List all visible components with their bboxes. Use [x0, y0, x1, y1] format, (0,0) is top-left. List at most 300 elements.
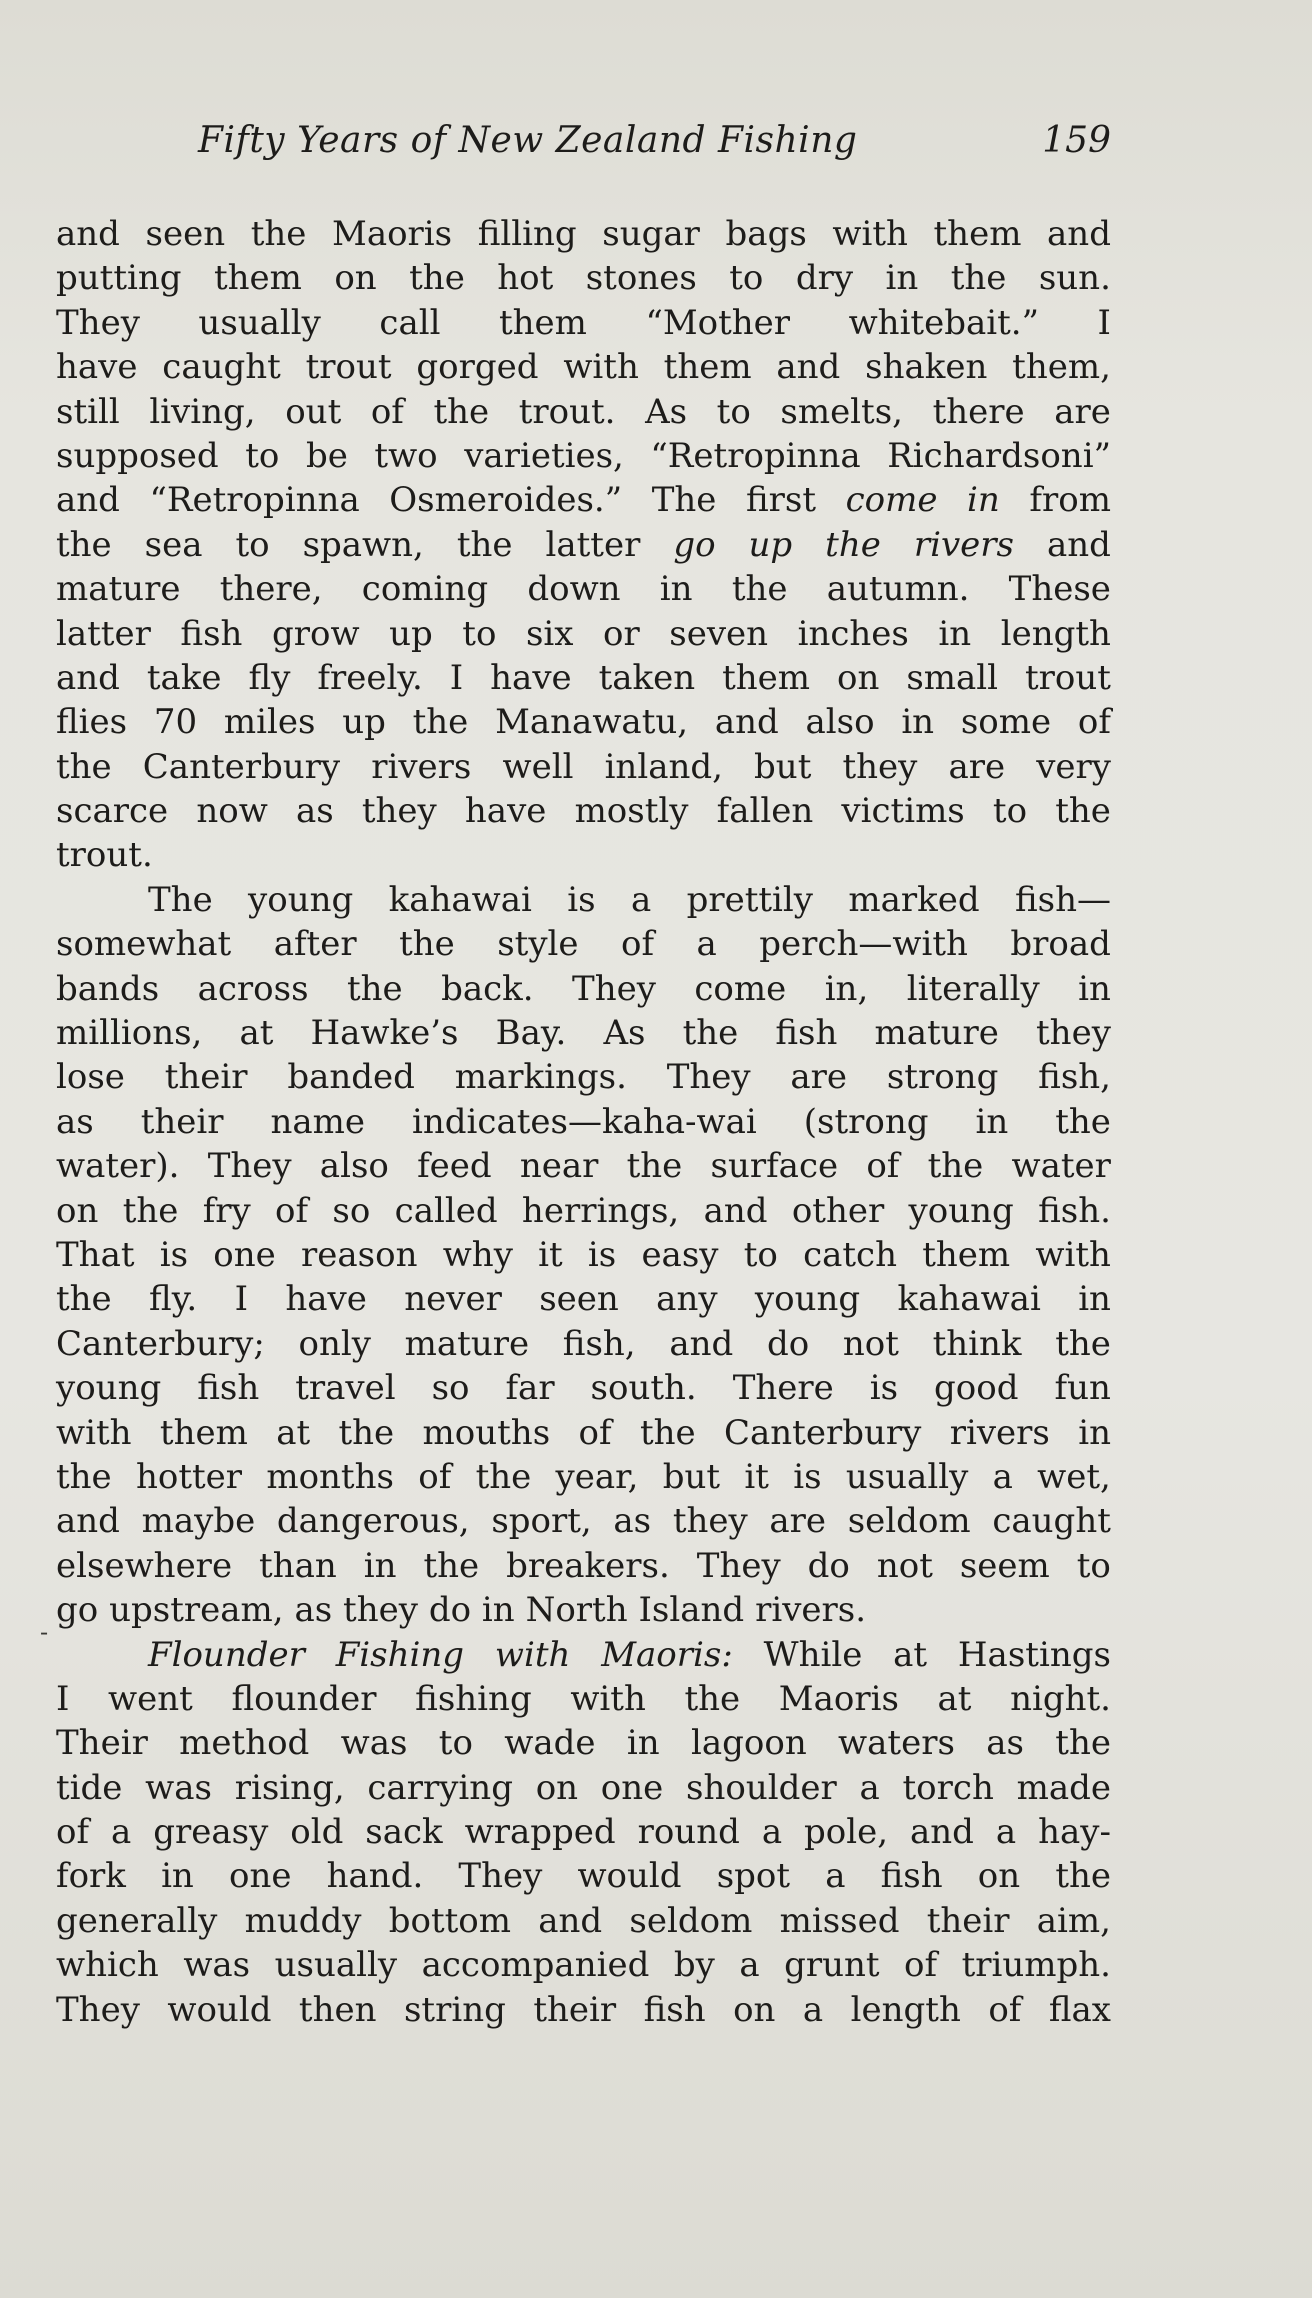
text-line: [56, 1721, 1111, 1765]
word: caught: [162, 347, 281, 388]
text-line: [56, 1189, 1111, 1233]
word: “Retropinna: [149, 480, 360, 521]
word: bottom: [388, 1900, 512, 1941]
word: mostly: [574, 791, 689, 832]
word: a: [739, 1945, 760, 1986]
word: dangerous,: [276, 1501, 470, 1542]
word: prettily: [686, 879, 813, 920]
word: still: [56, 391, 120, 432]
word: seven: [669, 613, 769, 654]
word: across: [197, 968, 309, 1009]
word: the: [412, 702, 469, 743]
word: their: [926, 1900, 1010, 1941]
word: They: [666, 1057, 751, 1098]
word: length: [850, 1989, 961, 2030]
word: is: [793, 1456, 822, 1497]
word: and: [1046, 524, 1111, 565]
word: it: [744, 1456, 769, 1497]
word: Maoris:: [601, 1634, 733, 1675]
word: Canterbury: [142, 746, 341, 787]
word: on: [733, 1989, 776, 2030]
word: latter: [545, 524, 641, 565]
word: by: [673, 1945, 715, 1986]
word: well: [502, 746, 574, 787]
word: the: [409, 258, 465, 299]
text-line: [56, 967, 1111, 1011]
word: at: [276, 1412, 311, 1453]
word: 70: [153, 702, 198, 743]
word: mature: [56, 569, 181, 610]
word: them: [213, 258, 302, 299]
word: would: [577, 1856, 682, 1897]
word: the: [1055, 1723, 1111, 1764]
word: a: [992, 1456, 1013, 1497]
word: them: [499, 302, 587, 343]
word: These: [1008, 569, 1111, 610]
word: aim,: [1036, 1900, 1111, 1941]
word: missed: [779, 1900, 900, 1941]
word: the: [825, 524, 881, 565]
word: the: [1055, 1323, 1111, 1364]
word: and: [703, 1190, 768, 1231]
word: down: [527, 569, 621, 610]
word: as: [295, 791, 334, 832]
word: fish: [775, 1013, 838, 1054]
word: rivers: [949, 1412, 1050, 1453]
word: and: [669, 1323, 734, 1364]
word: go: [673, 524, 716, 565]
word: kahawai: [897, 1279, 1041, 1320]
word: good: [934, 1368, 1019, 1409]
word: in: [1078, 1279, 1111, 1320]
word: rivers: [913, 524, 1014, 565]
word: as: [56, 1101, 94, 1142]
word: in: [1078, 968, 1111, 1009]
word: Fishing: [335, 1634, 465, 1675]
word: call: [379, 302, 441, 343]
word: coming: [361, 569, 489, 610]
word: young: [754, 1279, 861, 1320]
word: style: [497, 924, 579, 965]
word: sea: [144, 524, 203, 565]
word: on: [977, 1856, 1021, 1897]
word: hay-: [1038, 1812, 1111, 1853]
word: in: [363, 1545, 397, 1586]
word: filling: [477, 214, 577, 254]
word: the: [423, 1545, 480, 1586]
word: rivers.: [755, 1590, 867, 1631]
word: water).: [56, 1146, 180, 1187]
text-line: [56, 1100, 1111, 1144]
word: I: [234, 1279, 249, 1320]
word: Maoris: [332, 214, 453, 254]
word: and: [56, 480, 120, 521]
page-number: 159: [1042, 120, 1111, 161]
word: the: [346, 968, 403, 1009]
word: small: [906, 657, 999, 698]
word: As: [603, 1013, 646, 1054]
text-line: [56, 478, 1111, 522]
word: as: [294, 1590, 333, 1631]
word: in: [975, 1101, 1009, 1142]
word: night.: [1010, 1678, 1111, 1719]
word: seldom: [847, 1501, 971, 1542]
word: of: [370, 391, 404, 432]
word: to: [729, 258, 764, 299]
word: after: [273, 924, 357, 965]
text-line: [56, 434, 1111, 478]
word: them: [159, 1412, 248, 1453]
word: I: [449, 657, 464, 698]
word: or: [602, 613, 640, 654]
word: wet,: [1037, 1456, 1111, 1497]
word: maybe: [141, 1501, 256, 1542]
word: carrying: [367, 1767, 513, 1808]
word: muddy: [244, 1900, 362, 1941]
word: in: [967, 480, 1000, 521]
word: there: [932, 391, 1025, 432]
word: but: [662, 1456, 721, 1497]
word: smelts,: [780, 391, 903, 432]
word: That: [56, 1234, 135, 1275]
word: accompanied: [421, 1945, 650, 1986]
word: spot: [716, 1856, 791, 1897]
text-line: [56, 301, 1111, 345]
word: than: [259, 1545, 337, 1586]
word: the: [950, 258, 1007, 299]
word: Canterbury: [723, 1412, 922, 1453]
word: seldom: [629, 1900, 753, 1941]
word: them: [933, 214, 1022, 254]
word: seen: [145, 214, 226, 254]
text-line: [56, 1988, 1111, 2032]
text-line: [56, 1899, 1111, 1943]
word: shaken: [865, 347, 988, 388]
word: it: [538, 1234, 563, 1275]
word: flax: [1048, 1989, 1111, 2030]
word: putting: [56, 258, 182, 299]
word: string: [403, 1989, 506, 2030]
word: is: [587, 1234, 617, 1275]
word: very: [1036, 746, 1111, 787]
word: on: [334, 258, 377, 299]
word: waters: [838, 1723, 955, 1764]
word: fork: [56, 1856, 126, 1897]
word: of: [621, 924, 655, 965]
word: supposed: [56, 435, 219, 476]
text-line: [56, 345, 1111, 389]
word: sack: [365, 1812, 443, 1853]
word: them: [922, 1234, 1011, 1275]
word: shoulder: [686, 1767, 837, 1808]
word: with: [494, 1634, 571, 1675]
word: was: [183, 1945, 251, 1986]
word: year,: [555, 1456, 639, 1497]
word: have: [285, 1279, 367, 1320]
word: broad: [1010, 924, 1111, 965]
word: bands: [56, 968, 160, 1009]
word: the: [475, 1456, 532, 1497]
word: sugar: [602, 214, 700, 254]
word: come: [845, 480, 938, 521]
word: They: [56, 302, 140, 343]
word: their: [533, 1989, 617, 2030]
word: the: [1055, 1101, 1111, 1142]
word: with: [563, 347, 639, 388]
word: months: [266, 1456, 394, 1497]
word: fish: [197, 1368, 260, 1409]
word: literally: [906, 968, 1040, 1009]
word: fry: [202, 1190, 251, 1231]
text-line: [56, 1055, 1111, 1099]
word: There: [732, 1368, 834, 1409]
word: of: [1077, 702, 1111, 743]
word: the: [250, 214, 307, 254]
word: perch—with: [759, 924, 968, 965]
margin-mark: ‐: [40, 1618, 49, 1646]
word: gorged: [416, 347, 539, 388]
word: fishing: [415, 1678, 532, 1719]
word: to: [438, 1723, 473, 1764]
word: the: [56, 1279, 112, 1320]
word: inland,: [604, 746, 723, 787]
word: fallen: [716, 791, 814, 832]
word: and: [1047, 214, 1111, 254]
word: Manawatu,: [495, 702, 689, 743]
word: marked: [848, 879, 980, 920]
word: hot: [497, 258, 554, 299]
text-line: [56, 1411, 1111, 1455]
word: herrings,: [521, 1190, 680, 1231]
word: Hawke’s: [310, 1013, 459, 1054]
word: trout: [305, 347, 392, 388]
word: Island: [638, 1590, 745, 1631]
word: surface: [710, 1146, 839, 1187]
word: are: [790, 1057, 848, 1098]
word: usually: [274, 1945, 398, 1986]
word: sport,: [491, 1501, 592, 1542]
word: think: [932, 1323, 1022, 1364]
word: method: [179, 1723, 310, 1764]
word: on: [837, 657, 880, 698]
word: any: [656, 1279, 718, 1320]
word: out: [285, 391, 342, 432]
word: they: [672, 1501, 748, 1542]
word: so: [332, 1190, 371, 1231]
word: round: [637, 1812, 740, 1853]
word: in: [481, 1590, 515, 1631]
word: the: [927, 1146, 984, 1187]
word: Hastings: [957, 1634, 1111, 1675]
word: flounder: [231, 1678, 377, 1719]
word: length: [1000, 613, 1111, 654]
word: as: [613, 1501, 652, 1542]
word: of: [275, 1190, 309, 1231]
word: a: [995, 1812, 1017, 1853]
word: usually: [845, 1456, 969, 1497]
word: the: [639, 1412, 696, 1453]
text-line: [56, 1854, 1111, 1898]
word: have: [56, 347, 138, 388]
word: one: [600, 1767, 664, 1808]
word: and: [538, 1900, 603, 1941]
word: on: [56, 1190, 99, 1231]
word: south.: [590, 1368, 697, 1409]
text-line: [56, 212, 1111, 256]
word: scarce: [56, 791, 169, 832]
word: freely.: [317, 657, 423, 698]
word: mouths: [422, 1412, 551, 1453]
word: which: [56, 1945, 159, 1986]
word: Their: [56, 1723, 148, 1764]
word: are: [948, 746, 1006, 787]
word: do: [766, 1323, 810, 1364]
word: latter: [56, 613, 151, 654]
word: banded: [287, 1057, 415, 1098]
word: fish: [643, 1989, 706, 2030]
word: fish,: [1038, 1057, 1111, 1098]
word: come: [694, 968, 787, 1009]
word: fish—: [1014, 879, 1111, 920]
word: with: [570, 1678, 646, 1719]
word: fish: [880, 1856, 943, 1897]
word: catch: [803, 1234, 897, 1275]
word: Osmeroides.”: [389, 480, 623, 521]
word: seem: [959, 1545, 1050, 1586]
word: in: [1078, 1412, 1111, 1453]
word: miles: [223, 702, 316, 743]
word: fish.: [1038, 1190, 1111, 1231]
word: autumn.: [826, 569, 970, 610]
word: only: [298, 1323, 371, 1364]
word: at: [893, 1634, 928, 1675]
text-line: [56, 1499, 1111, 1543]
word: easy: [641, 1234, 719, 1275]
word: usually: [198, 302, 321, 343]
word: They: [56, 1989, 140, 2030]
word: mature: [404, 1323, 530, 1364]
word: do: [428, 1590, 472, 1631]
word: are: [769, 1501, 827, 1542]
text-line: [56, 256, 1111, 300]
running-title: Fifty Years of New Zealand Fishing: [198, 120, 858, 161]
word: the: [56, 524, 112, 565]
word: the: [1055, 791, 1111, 832]
word: is: [869, 1368, 899, 1409]
word: the: [1055, 1856, 1111, 1897]
word: far: [505, 1368, 555, 1409]
word: not: [876, 1545, 933, 1586]
word: in: [659, 569, 693, 610]
word: greasy: [153, 1812, 269, 1853]
word: called: [394, 1190, 498, 1231]
word: near: [519, 1146, 599, 1187]
word: made: [1016, 1767, 1111, 1808]
word: Richardsoni”: [887, 435, 1111, 476]
word: living,: [149, 391, 256, 432]
word: first: [745, 480, 817, 521]
word: other: [791, 1190, 885, 1231]
text-line: [56, 1810, 1111, 1854]
word: victims: [841, 791, 965, 832]
text-line: [56, 922, 1111, 966]
word: rivers: [371, 746, 472, 787]
word: grunt: [784, 1945, 880, 1986]
word: in: [626, 1723, 660, 1764]
word: whitebait.”: [848, 302, 1039, 343]
word: hotter: [135, 1456, 243, 1497]
word: young: [248, 879, 354, 920]
word: at: [239, 1013, 274, 1054]
word: indicates—kaha-wai: [412, 1101, 757, 1142]
word: flies: [56, 702, 128, 743]
word: be: [305, 435, 348, 476]
word: there,: [219, 569, 323, 610]
word: have: [490, 657, 572, 698]
word: fish,: [562, 1323, 636, 1364]
word: go: [56, 1590, 99, 1631]
word: in: [901, 702, 935, 743]
word: kahawai: [388, 879, 532, 920]
word: markings.: [454, 1057, 627, 1098]
text-line: [56, 1943, 1111, 1987]
text-line: [56, 745, 1111, 789]
word: hand.: [326, 1856, 424, 1897]
word: fish: [180, 613, 243, 654]
word: They: [696, 1545, 781, 1586]
word: on: [535, 1767, 579, 1808]
word: in: [885, 258, 919, 299]
word: with: [56, 1412, 132, 1453]
text-line: [56, 567, 1111, 611]
word: the: [731, 569, 788, 610]
word: While: [763, 1634, 863, 1675]
body-text: [56, 212, 1111, 2032]
word: millions,: [56, 1013, 203, 1054]
word: of: [866, 1146, 900, 1187]
word: their: [140, 1101, 224, 1142]
word: they: [842, 746, 918, 787]
running-head: [56, 120, 1111, 172]
word: at: [937, 1678, 972, 1719]
word: have: [464, 791, 547, 832]
word: and: [56, 214, 120, 254]
word: is: [567, 879, 596, 920]
word: of: [578, 1412, 612, 1453]
text-line: [56, 1588, 1111, 1632]
word: of: [904, 1945, 938, 1986]
text-line: [56, 878, 1111, 922]
word: and: [56, 1501, 120, 1542]
word: two: [374, 435, 438, 476]
word: is: [159, 1234, 189, 1275]
text-line: [56, 1144, 1111, 1188]
text-line: [56, 1633, 1111, 1677]
word: the: [56, 746, 112, 787]
word: old: [290, 1812, 344, 1853]
text-line: [56, 1766, 1111, 1810]
word: fly.: [149, 1279, 198, 1320]
word: name: [270, 1101, 366, 1142]
word: young: [56, 1368, 162, 1409]
word: Bay.: [495, 1013, 567, 1054]
word: and: [910, 1812, 974, 1853]
text-line: [56, 1277, 1111, 1321]
word: elsewhere: [56, 1545, 233, 1586]
word: in,: [824, 968, 869, 1009]
word: now: [196, 791, 268, 832]
word: the: [122, 1190, 179, 1231]
